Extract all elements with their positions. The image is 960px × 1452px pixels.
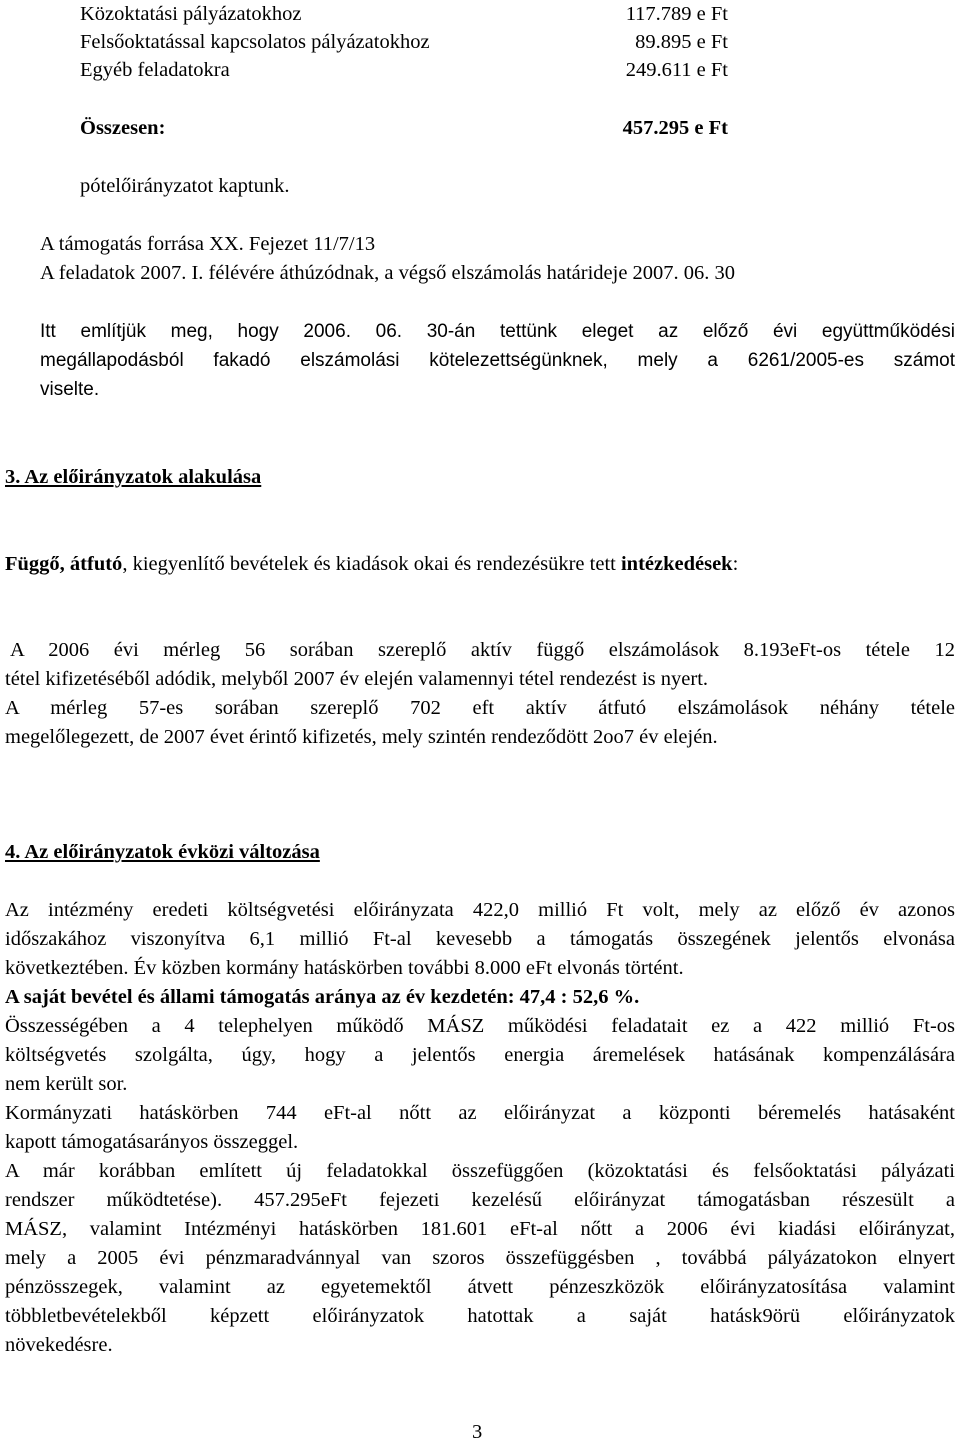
paragraph-line: pénzösszegek, valamint az egyetemektől átvett pénzeszközök előirányzatosítása valamint (5, 1276, 955, 1298)
paragraph-line: növekedésre. (5, 1334, 113, 1356)
intro-line: A támogatás forrása XX. Fejezet 11/7/13 (40, 233, 376, 255)
subheading-bold: Függő, átfutó (5, 553, 123, 575)
paragraph-line: Az intézmény eredeti költségvetési előirányzata 422,0 millió Ft volt, mely az előző év azonos (5, 899, 955, 921)
section-subheading (5, 550, 738, 579)
paragraph-line: többletbevételekből képzett előirányzatok hatottak a saját hatásk9örü előirányzatok (5, 1305, 955, 1327)
grant-amount: 89.895 e Ft (635, 31, 728, 53)
settlement-line: megállapodásból fakadó elszámolási kötelezettségünknek, mely a 6261/2005-es számot (40, 350, 955, 371)
page-number: 3 (472, 1421, 483, 1443)
grant-label: Egyéb feladatokra (80, 59, 230, 81)
paragraph-line: A már korábban említett új feladatokkal összefüggően (közoktatási és felsőoktatási pályázati (5, 1160, 955, 1182)
paragraph-line: nem került sor. (5, 1073, 128, 1095)
settlement-line: Itt említjük meg, hogy 2006. 06. 30-án tettünk eleget az előző évi együttműködési (40, 321, 955, 342)
intro-line: A feladatok 2007. I. félévére áthúzódnak, a végső elszámolás határideje 2007. 06. 30 (40, 262, 736, 284)
intro-line: pótelőirányzatot kaptunk. (80, 175, 290, 197)
paragraph-line: A mérleg 57-es sorában szereplő 702 eft aktív átfutó elszámolások néhány tétele (5, 697, 955, 719)
settlement-line: viselte. (40, 379, 100, 400)
paragraph-line: következtében. Év közben kormány hatáskörben további 8.000 eFt elvonás történt. (5, 957, 684, 979)
grant-label: Közoktatási pályázatokhoz (80, 3, 302, 25)
paragraph-line: mely a 2005 évi pénzmaradvánnyal van szoros összefüggésben , továbbá pályázatokon elnyert (5, 1247, 955, 1269)
paragraph-line: tétel kifizetéséből adódik, melyből 2007 év elején valamennyi tétel rendezést is nyert. (5, 668, 709, 690)
grant-amount: 249.611 e Ft (625, 59, 728, 81)
paragraph-line: Kormányzati hatáskörben 744 eFt-al nőtt az előirányzat a központi béremelés hatásaként (5, 1102, 955, 1124)
paragraph-line: A 2006 évi mérleg 56 sorában szereplő aktív függő elszámolások 8.193eFt-os tétele 12 (10, 639, 955, 661)
paragraph-line: rendszer működtetése). 457.295eFt fejezeti kezelésű előirányzat támogatásban részesült a (5, 1189, 955, 1211)
subheading-text: , kiegyenlítő bevételek és kiadások okai és rendezésükre tett (122, 553, 621, 575)
paragraph-line: költségvetés szolgálta, úgy, hogy a jelentős energia áremelések hatásának kompenzálására (5, 1044, 955, 1066)
section-heading: 4. Az előirányzatok évközi változása (5, 841, 320, 863)
grant-label: Felsőoktatással kapcsolatos pályázatokhoz (80, 31, 430, 53)
section-heading: 3. Az előirányzatok alakulása (5, 466, 262, 488)
total-label: Összesen: (80, 117, 166, 139)
subheading-colon: : (732, 553, 739, 575)
grant-amount: 117.789 e Ft (625, 3, 728, 25)
total-amount: 457.295 e Ft (622, 117, 728, 139)
paragraph-line: időszakához viszonyítva 6,1 millió Ft-al kevesebb a támogatás összegének jelentős elvonása (5, 928, 955, 950)
paragraph-line: MÁSZ, valamint Intézményi hatáskörben 181.601 eFt-al nőtt a 2006 évi kiadási előirányzat, (5, 1218, 955, 1240)
ratio-statement: A saját bevétel és állami támogatás aránya az év kezdetén: 47,4 : 52,6 %. (5, 986, 640, 1008)
subheading-bold: intézkedések (620, 553, 733, 575)
paragraph-line: kapott támogatásarányos összeggel. (5, 1131, 299, 1153)
paragraph-line: Összességében a 4 telephelyen működő MÁSZ működési feladatait ez a 422 millió Ft-os (5, 1015, 955, 1037)
paragraph-line: megelőlegezett, de 2007 évet érintő kifizetés, mely szintén rendeződött 2oo7 év elején. (5, 726, 718, 748)
